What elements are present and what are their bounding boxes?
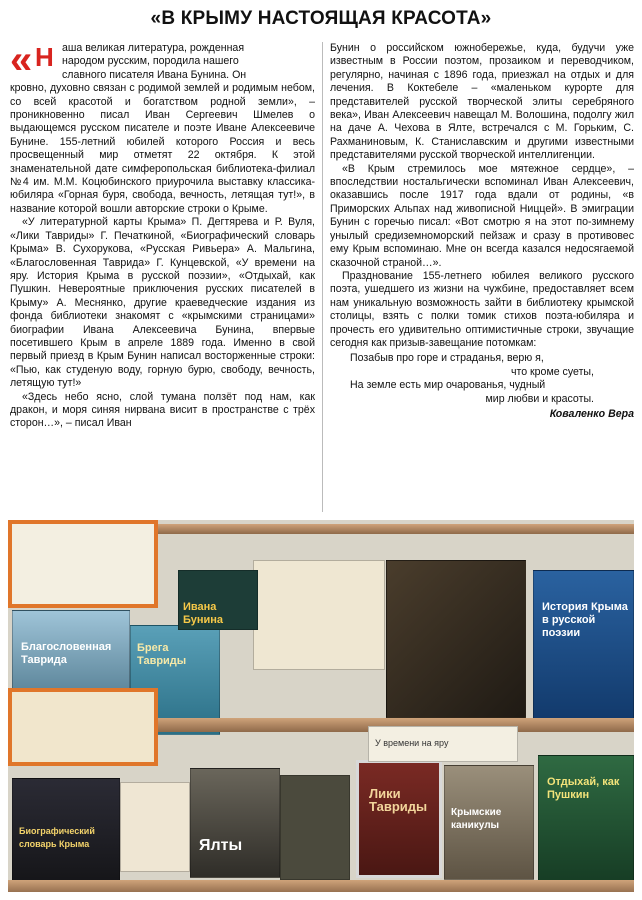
book-title: Брега Тавриды bbox=[137, 642, 187, 667]
shelf bbox=[158, 524, 634, 534]
paragraph: кровно, духовно связан с родимой землей и родимым небом, со всей красотой и богатством родной земли», – проникновенно писал Иван Сергеевич Шмелев о выдающемся русском писателе и поэте Иване Алексеевиче Бунине. 155-летний юбилей которого Россия и весь просвещенный мир отметят 22 октября. К этой знаменательной дате симферопольская библиотека-филиал №4 им. М.М. Коцюбинского приурочила выставку классика-юбиляра «Горная буря, свобода, вечность, летящая тут!», в название которой вошли авторские строки о Крыме. bbox=[10, 82, 315, 215]
book-cover bbox=[356, 760, 442, 878]
book-title: Ялты bbox=[199, 837, 243, 854]
lead-line: аша великая литература, рожденная bbox=[62, 42, 245, 54]
exhibition-photo bbox=[8, 520, 634, 892]
right-column bbox=[330, 42, 634, 421]
book-title: Ивана Бунина bbox=[183, 601, 224, 626]
poster bbox=[253, 560, 385, 670]
framed-document bbox=[8, 688, 158, 766]
lead-line: славного писателя Ивана Бунина. Он bbox=[62, 68, 247, 81]
opening-quote-mark: « bbox=[10, 38, 33, 82]
book-title: Биографический словарь Крыма bbox=[19, 826, 95, 849]
column-divider bbox=[322, 42, 323, 512]
poem bbox=[330, 352, 634, 406]
book-cover bbox=[533, 570, 634, 720]
poem-line: На земле есть мир очарованья, чудный bbox=[350, 379, 546, 392]
paragraph: «У литературной карты Крыма» П. Дегтярева и Р. Вуля, «Лики Тавриды» Г. Печаткиной, «Биографический словарь Крыма» В. Сухорукова, «Русская Ривьера» А. Мальгина, «Благословенная Таврида» Г. Кунцевской, «У времени на яру. История Крыма в русской поэзии», «Отдыхай, как Пушкин. Невероятные приключения русских писателей в Крыму» А. Меснянко, другие краеведческие издания из фонда библиотеки знакомят с «крымскими страницами» биографии Ивана Алексеевича Бунина, впервые посетившего Крым в апреле 1889 года. Именно в свой первый приезд в Крым Бунин написал восторженные строки: «Пью, как студеную воду, горную бурю, свободу, вечность, летящую тут!» bbox=[10, 216, 315, 390]
framed-picture bbox=[8, 520, 158, 608]
book-cover bbox=[280, 775, 350, 880]
paragraph: «Здесь небо ясно, слой тумана ползёт под нам, как дракон, и моря синяя нирвана висит в пространстве с трёх сторон…», – писал Иван bbox=[10, 390, 315, 430]
lead-paragraph bbox=[10, 38, 315, 82]
book-title: Лики Тавриды bbox=[369, 786, 428, 814]
book-title: Отдыхай, как Пушкин bbox=[547, 776, 620, 801]
book-title: Крымские каникулы bbox=[451, 807, 502, 831]
poster-text: У времени на яру bbox=[375, 738, 449, 748]
book-cover bbox=[12, 778, 120, 886]
book-cover bbox=[120, 782, 190, 872]
book-cover bbox=[444, 765, 534, 880]
book-title: История Крыма в русской поэзии bbox=[542, 601, 628, 639]
poem-line: Позабыв про горе и страданья, верю я, bbox=[350, 352, 544, 365]
poem-line: что кроме суеты, bbox=[510, 365, 594, 378]
portrait-painting bbox=[386, 560, 526, 718]
book-cover bbox=[538, 755, 634, 885]
shelf bbox=[8, 880, 634, 892]
poster-label bbox=[368, 726, 518, 762]
book-cover bbox=[178, 570, 258, 630]
poem-line: мир любви и красоты. bbox=[485, 392, 594, 405]
article-title: «В КРЫМУ НАСТОЯЩАЯ КРАСОТА» bbox=[150, 8, 492, 29]
left-column bbox=[10, 38, 315, 431]
paragraph: Празднование 155-летнего юбилея великого русского поэта, ушедшего из жизни на чужбине, предоставляет всем нам уникальную возможность зайти в библиотеку крымской столицы, взять с полки томик стихов поэта-юбиляра и прочесть его удивительно оптимистичные строки, звучащие сегодня как призыв-завещание потомкам: bbox=[330, 269, 634, 349]
book-cover bbox=[190, 768, 280, 878]
paragraph: Бунин о российском южнобережье, куда, будучи уже известным в России поэтом, прозаиком и переводчиком, регулярно, начиная с 1896 года, приезжал на отдых и для лечения. В Коктебеле – «маленьком курорте для представителей русской творческой элиты серебряного века», Иван Алексеевич навещал М. Волошина, подолгу жил на даче А. Чехова в Ялте, встречался с М. Горьким, С. Рахманиновым, К. Станиславским и другими известными представителями русской творческой интеллигенции. bbox=[330, 42, 634, 162]
book-title: Благословенная Таврида bbox=[21, 641, 112, 666]
author-signature: Коваленко Вера bbox=[549, 407, 634, 420]
drop-cap: Н bbox=[35, 42, 54, 72]
lead-line: народом русским, породила нашего bbox=[62, 55, 239, 68]
paragraph: «В Крым стремилось мое мятежное сердце», – впоследствии ностальгически вспоминал Иван Алексеевич, оказавшись после 1917 года вдали от родины, «в Приморских Альпах над живописной Ниццей». В эмиграции Бунин с горечью писал: «Вот смотрю я на этот по-зимнему унылый средиземноморский пейзаж и сразу в противовес ему Крым вспоминаю. Мне он всегда казался недосягаемой сказочной страной…». bbox=[330, 162, 634, 269]
